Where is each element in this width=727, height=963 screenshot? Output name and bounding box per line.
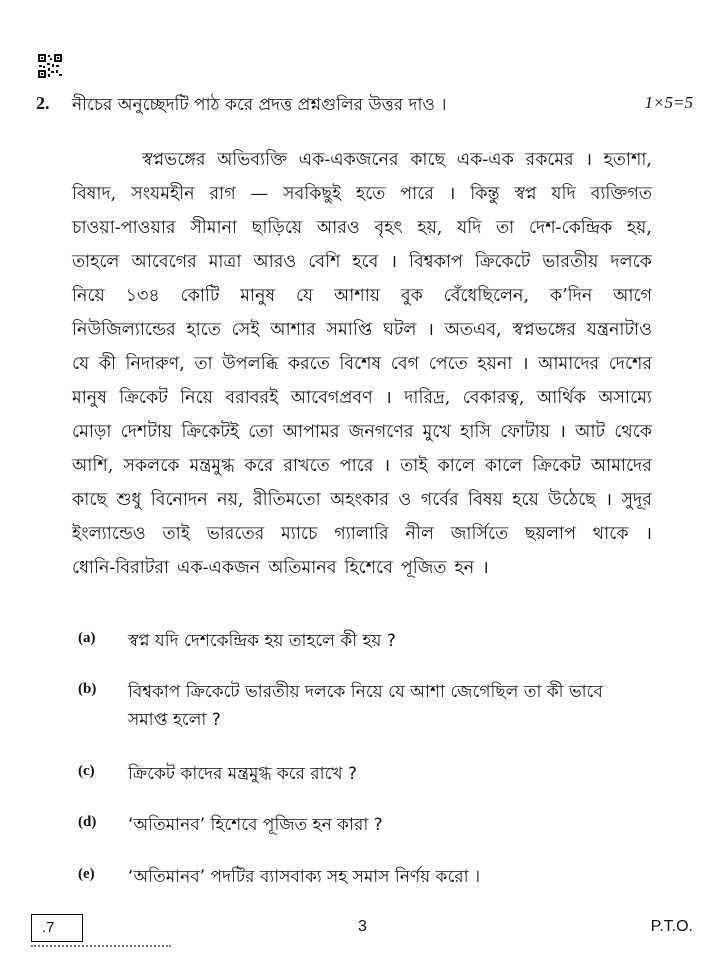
passage-line: চাওয়া-পাওয়ার সীমানা ছাড়িয়ে আরও বৃহৎ হয়, যদি তা দেশ-কেন্দ্রিক হয়, bbox=[72, 218, 652, 238]
sub-question-text bbox=[128, 760, 688, 788]
passage-line: যে কী নিদারুণ, তা উপলব্ধি করতে বিশেষ বেগ পেতে হয়না । আমাদের দেশের bbox=[72, 354, 652, 374]
sub-question-text bbox=[128, 627, 688, 655]
sub-question-line: ‘অতিমানব’ হিশেবে পূজিত হন কারা ? bbox=[128, 815, 383, 835]
question-paper-code: .7 bbox=[31, 914, 83, 942]
please-turn-over: P.T.O. bbox=[650, 918, 693, 935]
sub-question-label: (c) bbox=[78, 763, 95, 779]
passage-line: মোড়া দেশটায় ক্রিকেটই তো আপামর জনগণের মুখে হাসি ফোটায় । আট থেকে bbox=[72, 422, 652, 442]
sub-question-label: (a) bbox=[78, 630, 96, 646]
passage-line: বিষাদ, সংযমহীন রাগ — সবকিছুই হতে পারে । কিন্তু স্বপ্ন যদি ব্যক্তিগত bbox=[72, 184, 652, 204]
passage-line: ধোনি-বিরাটরা এক-একজন অতিমানব হিশেবে পূজিত হন । bbox=[72, 558, 489, 578]
sub-question-label: (d) bbox=[78, 814, 97, 830]
footer-divider bbox=[31, 945, 171, 947]
sub-question-text bbox=[128, 678, 688, 734]
passage bbox=[72, 143, 652, 585]
sub-question-text bbox=[128, 863, 688, 891]
passage-line: মানুষ ক্রিকেট নিয়ে বরাবরই আবেগপ্রবণ । দারিদ্র, বেকারত্ব, আর্থিক অসাম্যে bbox=[72, 388, 652, 408]
qr-code-icon bbox=[38, 54, 62, 78]
page-number: 3 bbox=[358, 918, 367, 935]
sub-question-label: (e) bbox=[78, 866, 95, 882]
sub-question-line: বিশ্বকাপ ক্রিকেটে ভারতীয় দলকে নিয়ে যে আশা জেগেছিল তা কী ভাবে bbox=[128, 682, 603, 702]
sub-question-text bbox=[128, 811, 688, 839]
sub-question-line: স্বপ্ন যদি দেশকেন্দ্রিক হয় তাহলে কী হয় ? bbox=[128, 631, 396, 651]
sub-question-line: ‘অতিমানব’ পদটির ব্যাসবাক্য সহ সমাস নির্ণয় করো । bbox=[128, 867, 481, 887]
sub-question-line: সমাপ্ত হলো ? bbox=[128, 710, 221, 730]
question-marks: 1×5=5 bbox=[644, 93, 693, 112]
sub-question-label: (b) bbox=[78, 681, 97, 697]
question-instruction: নীচের অনুচ্ছেদটি পাঠ করে প্রদত্ত প্রশ্নগুলির উত্তর দাও । bbox=[72, 95, 447, 115]
passage-line: নিউজিল্যান্ডের হাতে সেই আশার সমাপ্তি ঘটল । অতএব, স্বপ্নভঙ্গের যন্ত্রনাটাও bbox=[72, 320, 652, 340]
passage-line: ইংল্যান্ডেও তাই ভারতের ম্যাচে গ্যালারি নীল জার্সিতে ছয়লাপ থাকে । bbox=[72, 524, 652, 544]
sub-question-line: ক্রিকেট কাদের মন্ত্রমুগ্ধ করে রাখে ? bbox=[128, 764, 358, 784]
passage-line: আশি, সকলকে মন্ত্রমুগ্ধ করে রাখতে পারে । তাই কালে কালে ক্রিকেট আমাদের bbox=[72, 456, 652, 476]
passage-line: তাহলে আবেগের মাত্রা আরও বেশি হবে । বিশ্বকাপ ক্রিকেটে ভারতীয় দলকে bbox=[72, 252, 652, 272]
passage-line: নিয়ে ১৩৪ কোটি মানুষ যে আশায় বুক বেঁধেছিলেন, ক’দিন আগে bbox=[72, 286, 652, 306]
question-number: 2. bbox=[36, 93, 50, 113]
passage-line: স্বপ্নভঙ্গের অভিব্যক্তি এক-একজনের কাছে এক-এক রকমের । হতাশা, bbox=[142, 150, 652, 170]
passage-line: কাছে শুধু বিনোদন নয়, রীতিমতো অহংকার ও গর্বের বিষয় হয়ে উঠেছে । সুদূর bbox=[72, 490, 652, 510]
